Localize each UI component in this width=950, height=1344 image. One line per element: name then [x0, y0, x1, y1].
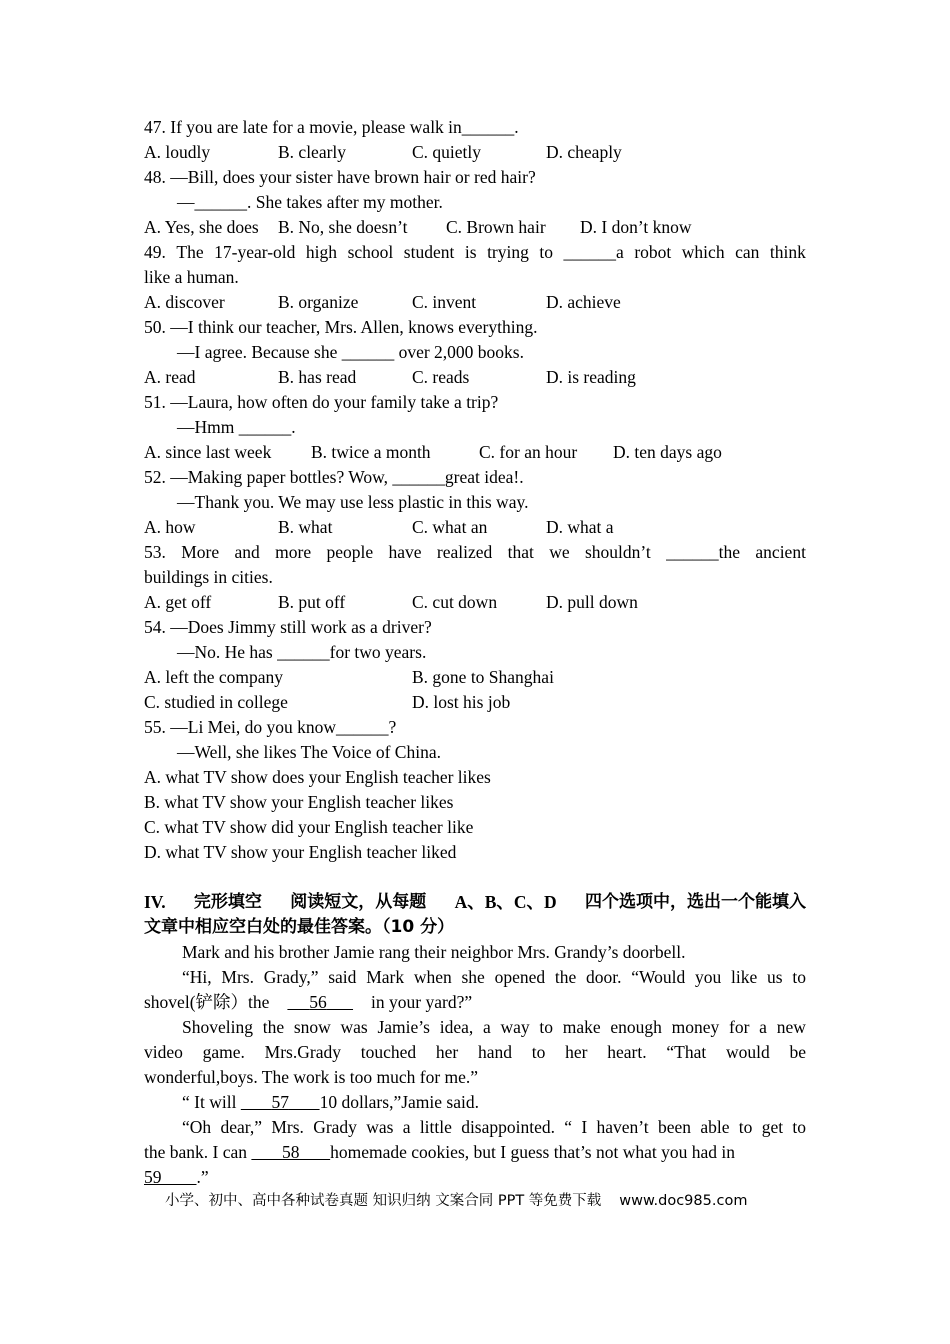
option-c: C. what TV show did your English teacher like [144, 817, 474, 837]
word: you [695, 967, 722, 987]
word: “ [564, 1117, 573, 1137]
word: Jamie’s [377, 1017, 430, 1037]
word: more [275, 542, 312, 562]
word: Grady,” [263, 967, 319, 987]
blank-number: 59 [144, 1167, 162, 1187]
section-4-heading [144, 890, 806, 915]
question-53-line-2: buildings in cities. [144, 567, 273, 587]
question-48-line-1: 48. —Bill, does your sister have brown hair or red hair? [144, 167, 536, 187]
passage-paragraph-3-line-3: wonderful,boys. The work is too much for me.” [144, 1067, 479, 1087]
option-b: B. put off [278, 592, 346, 612]
word: snow [293, 1017, 331, 1037]
word: a [482, 1017, 491, 1037]
word: get [761, 1117, 784, 1137]
word: video [144, 1042, 183, 1062]
option-a: A. since last week [144, 442, 272, 462]
passage-paragraph-1: Mark and his brother Jamie rang their neighbor Mrs. Grandy’s doorbell. [182, 942, 686, 962]
section-4-heading-line-2: 文章中相应空白处的最佳答案。（10 分） [144, 917, 455, 937]
option-d: D. I don’t know [580, 217, 692, 237]
passage-paragraph-5-line-2 [144, 1140, 806, 1165]
option-c: C. reads [412, 367, 470, 387]
word: been [657, 1117, 692, 1137]
option-c: C. studied in college [144, 692, 288, 712]
question-52-line-2: —Thank you. We may use less plastic in this way. [177, 492, 529, 512]
blank-59 [144, 1167, 197, 1187]
word: idea, [439, 1017, 474, 1037]
text: the bank. I can [144, 1142, 252, 1162]
passage-paragraph-3-line-2 [144, 1040, 806, 1065]
word: school [347, 242, 394, 262]
text: in your yard?” [371, 992, 473, 1012]
option-a: A. get off [144, 592, 212, 612]
question-55-line-1: 55. —Li Mei, do you know______? [144, 717, 397, 737]
option-d: D. cheaply [546, 142, 622, 162]
question-54-line-2: —No. He has ______for two years. [177, 642, 427, 662]
option-d: D. what TV show your English teacher liked [144, 842, 457, 862]
text: shovel(铲除）the [144, 992, 270, 1012]
passage-paragraph-2-line-2 [144, 990, 806, 1015]
word: 49. [144, 242, 166, 262]
text: 10 dollars,”Jamie said. [319, 1092, 479, 1112]
text: .” [196, 1167, 209, 1187]
word: can [735, 242, 760, 262]
word: us [767, 967, 783, 987]
option-c: C. what an [412, 517, 488, 537]
word: “Would [631, 967, 686, 987]
option-d: D. pull down [546, 592, 638, 612]
word: be [789, 1042, 806, 1062]
word: heart. [607, 1042, 647, 1062]
word: “Oh [182, 1117, 212, 1137]
option-d: D. achieve [546, 292, 621, 312]
blank-number: 57 [271, 1092, 289, 1112]
word: like [731, 967, 758, 987]
word: touched [360, 1042, 417, 1062]
word: we [549, 542, 570, 562]
passage-paragraph-5-line-1 [144, 1115, 806, 1140]
question-53-line-1 [144, 540, 806, 565]
word: which [681, 242, 725, 262]
question-55-line-2: —Well, she likes The Voice of China. [177, 742, 441, 762]
option-a: A. loudly [144, 142, 211, 162]
exam-page [144, 115, 806, 1190]
option-b: B. what [278, 517, 333, 537]
word: 17-year-old [214, 242, 296, 262]
word: Shoveling [182, 1017, 253, 1037]
question-48-options [144, 215, 806, 240]
word: the [262, 1017, 285, 1037]
question-51-line-1: 51. —Laura, how often do your family take a trip? [144, 392, 499, 412]
option-c: C. for an hour [479, 442, 578, 462]
word: Mrs. [221, 967, 254, 987]
option-a: A. left the company [144, 667, 283, 687]
option-d: D. is reading [546, 367, 636, 387]
word: and [234, 542, 260, 562]
question-49-line-2: like a human. [144, 267, 239, 287]
question-47-options [144, 140, 806, 165]
option-a: A. how [144, 517, 196, 537]
word: a [402, 1117, 411, 1137]
word: Mark [366, 967, 405, 987]
section-instruction-part: A、B、C、D [454, 892, 557, 912]
question-49-line-1 [144, 240, 806, 265]
option-c: C. invent [412, 292, 477, 312]
footer-url[interactable]: www.doc985.com [619, 1193, 748, 1209]
option-d: D. ten days ago [613, 442, 722, 462]
word: dear,” [220, 1117, 263, 1137]
option-d: D. what a [546, 517, 614, 537]
option-b: B. has read [278, 367, 357, 387]
word: that [507, 542, 534, 562]
word: a [759, 1017, 767, 1037]
word: was [340, 1017, 368, 1037]
word: to [539, 242, 554, 262]
word: to [539, 1017, 554, 1037]
question-51-options [144, 440, 806, 465]
word: people [326, 542, 374, 562]
passage-paragraph-4 [144, 1090, 806, 1115]
question-50-line-1: 50. —I think our teacher, Mrs. Allen, knows everything. [144, 317, 538, 337]
word: disappointed. [461, 1117, 555, 1137]
word: to [792, 1117, 806, 1137]
question-53-options [144, 590, 806, 615]
footer-text: 小学、初中、高中各种试卷真题 知识归纳 文案合同 PPT 等免费下载 [165, 1193, 602, 1209]
option-a: A. what TV show does your English teacher likes [144, 767, 491, 787]
page-footer [165, 1189, 747, 1210]
option-b: B. clearly [278, 142, 347, 162]
option-a: A. Yes, she does [144, 217, 259, 237]
option-c: C. cut down [412, 592, 498, 612]
section-number: IV. [144, 892, 166, 912]
option-d: D. lost his job [412, 692, 511, 712]
option-a: A. read [144, 367, 196, 387]
word: would [725, 1042, 770, 1062]
word: she [461, 967, 485, 987]
word: able [700, 1117, 730, 1137]
word: her [435, 1042, 459, 1062]
word: The [176, 242, 204, 262]
word: the [554, 967, 577, 987]
word: haven’t [596, 1117, 649, 1137]
word: opened [494, 967, 546, 987]
word: Grady [313, 1117, 357, 1137]
blank-58 [251, 1142, 330, 1162]
question-49-options [144, 290, 806, 315]
section-instruction-part: 四个选项中，选出一个能填入 [584, 892, 806, 912]
word: robot [634, 242, 672, 262]
blank-57 [241, 1092, 320, 1112]
word: I [581, 1117, 588, 1137]
text: “ It will [182, 1092, 241, 1112]
question-54-options-row-2 [144, 690, 806, 715]
question-51-line-2: —Hmm ______. [177, 417, 296, 437]
blank-number: 58 [282, 1142, 300, 1162]
word: her [565, 1042, 588, 1062]
word: said [328, 967, 357, 987]
passage-paragraph-2-line-1 [144, 965, 806, 990]
word: have [388, 542, 422, 562]
passage-paragraph-5-line-3 [144, 1165, 806, 1190]
blank-56 [287, 992, 353, 1012]
word: was [366, 1117, 394, 1137]
word: shouldn’t [585, 542, 651, 562]
question-54-options-row-1 [144, 665, 806, 690]
question-52-options [144, 515, 806, 540]
option-b: B. twice a month [311, 442, 431, 462]
blank-number: 56 [309, 992, 327, 1012]
word: think [769, 242, 806, 262]
question-52-line-1: 52. —Making paper bottles? Wow, ______great idea!. [144, 467, 524, 487]
word: “That [666, 1042, 707, 1062]
option-c: C. Brown hair [446, 217, 546, 237]
word: to [531, 1042, 546, 1062]
word: high [305, 242, 338, 262]
word: enough [610, 1017, 662, 1037]
section-instruction-part: 阅读短文，从每题 [290, 892, 427, 912]
word: Mrs. [271, 1117, 304, 1137]
word: to [792, 967, 806, 987]
option-b: B. No, she doesn’t [278, 217, 408, 237]
option-c: C. quietly [412, 142, 482, 162]
word: trying [487, 242, 529, 262]
question-50-options [144, 365, 806, 390]
word: door. [586, 967, 622, 987]
question-50-line-2: —I agree. Because she ______ over 2,000 books. [177, 342, 524, 362]
option-b: B. organize [278, 292, 359, 312]
word: ______the [666, 542, 741, 562]
word: is [464, 242, 477, 262]
question-47-stem: 47. If you are late for a movie, please walk in______. [144, 117, 519, 137]
word: More [181, 542, 220, 562]
word: when [413, 967, 452, 987]
word: make [562, 1017, 601, 1037]
word: for [729, 1017, 750, 1037]
word: ancient [755, 542, 806, 562]
passage-paragraph-3-line-1 [144, 1015, 806, 1040]
section-title: 完形填空 [193, 892, 262, 912]
word: hand [478, 1042, 513, 1062]
word: ______a [563, 242, 624, 262]
question-54-line-1: 54. —Does Jimmy still work as a driver? [144, 617, 432, 637]
word: little [419, 1117, 452, 1137]
question-48-line-2: —______. She takes after my mother. [177, 192, 443, 212]
text: homemade cookies, but I guess that’s not what you had in [330, 1142, 735, 1162]
word: money [671, 1017, 720, 1037]
word: game. [202, 1042, 245, 1062]
word: to [738, 1117, 753, 1137]
word: way [500, 1017, 530, 1037]
word: Mrs.Grady [264, 1042, 341, 1062]
word: “Hi, [182, 967, 212, 987]
option-b: B. what TV show your English teacher likes [144, 792, 454, 812]
option-b: B. gone to Shanghai [412, 667, 554, 687]
word: 53. [144, 542, 166, 562]
word: new [776, 1017, 806, 1037]
word: realized [436, 542, 493, 562]
option-a: A. discover [144, 292, 225, 312]
word: student [403, 242, 455, 262]
